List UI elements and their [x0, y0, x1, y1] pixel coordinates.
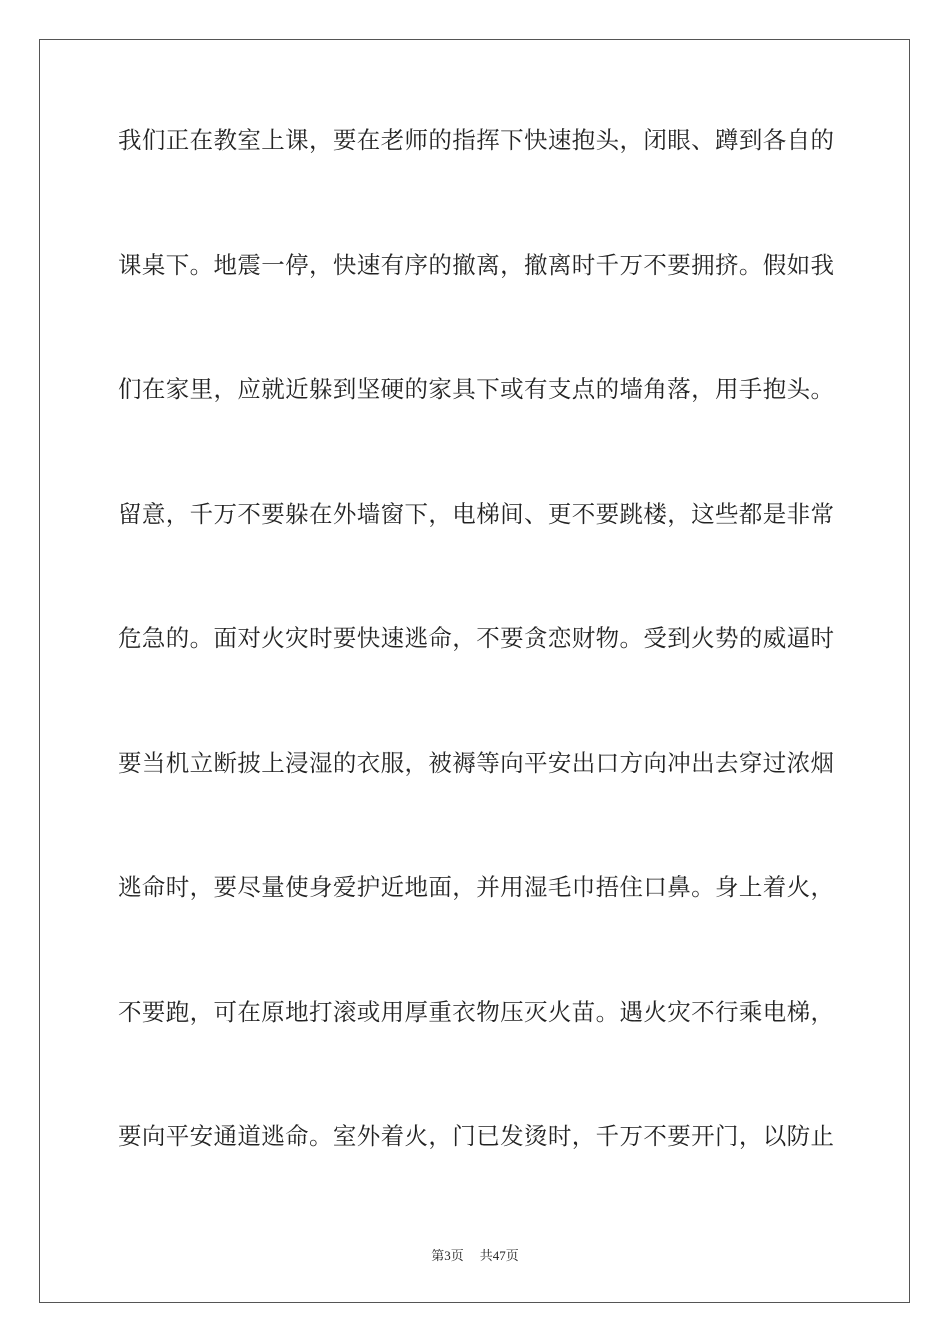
- text-line: 课桌下。地震一停，快速有序的撤离，撤离时千万不要拥挤。假如我: [118, 250, 834, 279]
- text-line: 留意，千万不要躲在外墙窗下，电梯间、更不要跳楼，这些都是非常: [118, 499, 834, 528]
- page-footer: [0, 1248, 950, 1264]
- current-page-number: 第3页: [431, 1248, 464, 1263]
- text-line: 逃命时，要尽量使身爱护近地面，并用湿毛巾捂住口鼻。身上着火，: [118, 873, 834, 901]
- text-line: 我们正在教室上课，要在老师的指挥下快速抱头，闭眼、蹲到各自的: [118, 126, 834, 154]
- text-line: 要当机立断披上浸湿的衣服，被褥等向平安出口方向冲出去穿过浓烟: [118, 748, 834, 777]
- total-page-count: 共47页: [479, 1248, 519, 1263]
- text-line: 们在家里，应就近躲到坚硬的家具下或有支点的墙角落，用手抱头。: [118, 375, 834, 403]
- text-line: 不要跑，可在原地打滚或用厚重衣物压灭火苗。遇火灾不行乘电梯，: [118, 997, 834, 1026]
- text-line: 危急的。面对火灾时要快速逃命，不要贪恋财物。受到火势的威逼时: [118, 624, 834, 652]
- text-line: 要向平安通道逃命。室外着火，门已发烫时，千万不要开门，以防止: [118, 1122, 834, 1150]
- document-body: [118, 128, 834, 1249]
